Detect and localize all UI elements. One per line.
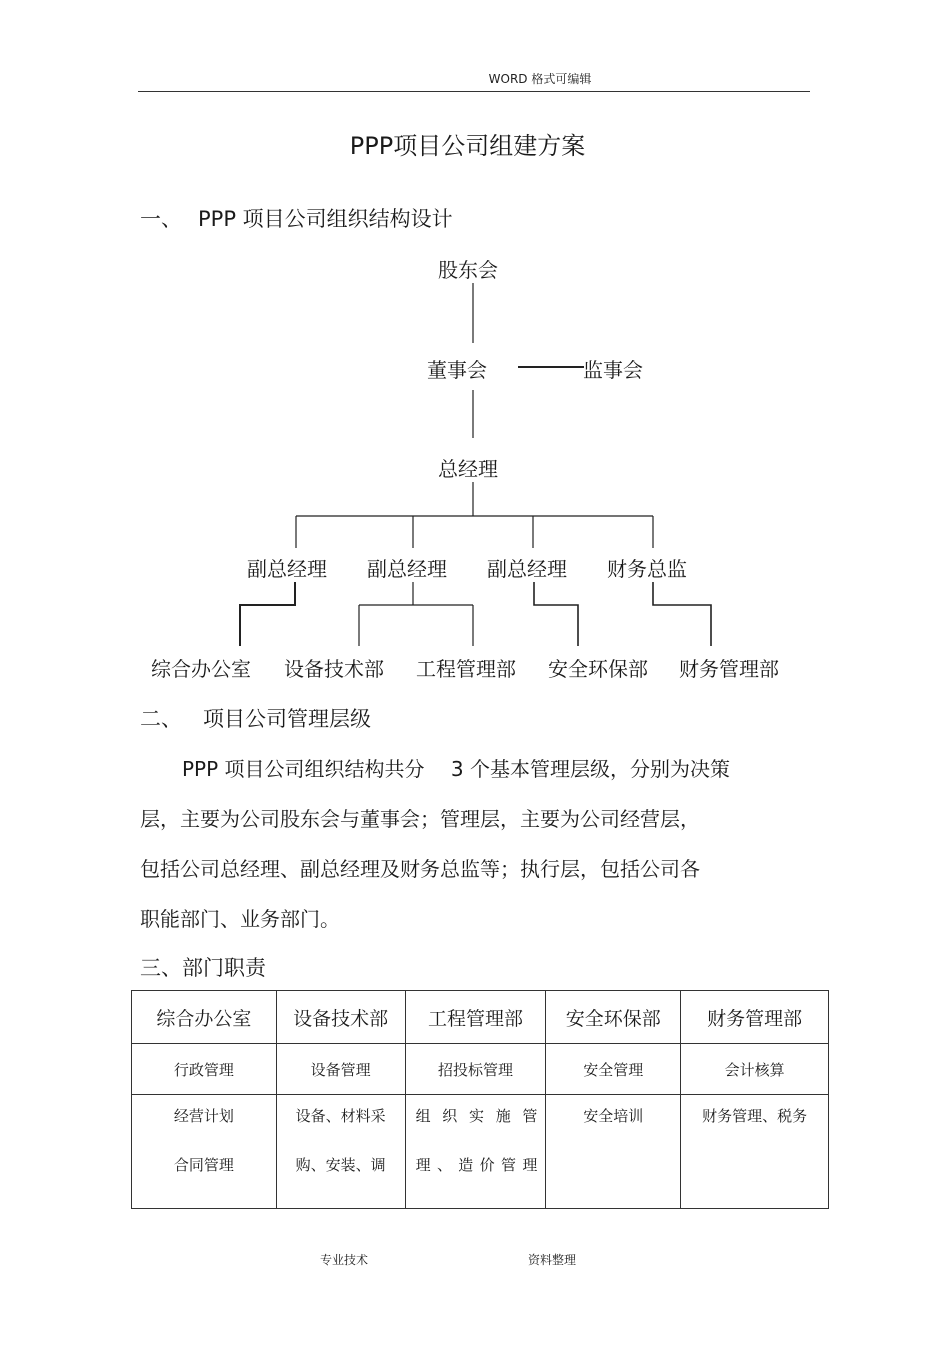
table-header-cell: 安全环保部 — [546, 991, 681, 1044]
document-title: PPP项目公司组建方案 — [349, 132, 586, 160]
page-header: WORD 格式可编辑 — [488, 72, 592, 86]
org-node-cfo: 财务总监 — [607, 557, 687, 581]
table-header-cell: 财务管理部 — [681, 991, 829, 1044]
org-node-dept: 工程管理部 — [416, 657, 516, 681]
org-node-dept: 综合办公室 — [151, 657, 251, 681]
section2-heading: 项目公司管理层级 — [203, 707, 371, 731]
department-duties-table — [131, 990, 829, 1209]
org-node-vp: 副总经理 — [247, 557, 327, 581]
cell-text-line: 设备、材料采 — [295, 1107, 386, 1125]
paragraph-line: 层，主要为公司股东会与董事会；管理层，主要为公司经营层， — [140, 807, 700, 831]
section3-heading: 三、部门职责 — [140, 956, 266, 980]
cell-text-line: 购、安装、调 — [295, 1156, 386, 1174]
cell-text-line: 组织实施管 — [415, 1107, 538, 1125]
paragraph-line: 职能部门、业务部门。 — [140, 907, 340, 931]
table-cell — [405, 1095, 546, 1209]
cell-text-line: 经营计划 — [173, 1107, 234, 1125]
connector-cfo-finance — [653, 582, 711, 646]
org-node-dept: 财务管理部 — [679, 657, 779, 681]
table-header-cell: 工程管理部 — [405, 991, 546, 1044]
table-row — [132, 1044, 829, 1095]
table-cell: 安全管理 — [546, 1044, 681, 1095]
table-cell — [681, 1095, 829, 1209]
footer-left: 专业技术 — [320, 1253, 369, 1267]
org-node-dept: 安全环保部 — [548, 657, 648, 681]
table-cell: 设备管理 — [276, 1044, 405, 1095]
section1-number: 一、 — [140, 207, 182, 231]
table-cell: 招投标管理 — [405, 1044, 546, 1095]
table-header-row — [132, 991, 829, 1044]
section2-number: 二、 — [140, 707, 182, 731]
cell-text-line: 合同管理 — [173, 1156, 234, 1174]
table-cell — [276, 1095, 405, 1209]
table-cell — [132, 1095, 277, 1209]
cell-text-line: 理、造价管理 — [415, 1156, 538, 1174]
table-cell — [546, 1095, 681, 1209]
connector-vp3-safety — [534, 582, 578, 646]
org-node-dept: 设备技术部 — [284, 657, 384, 681]
table-cell: 行政管理 — [132, 1044, 277, 1095]
org-node-vp: 副总经理 — [367, 557, 447, 581]
org-node-general-manager: 总经理 — [438, 457, 498, 481]
cell-text-line: 安全培训 — [583, 1107, 644, 1125]
org-node-shareholders: 股东会 — [438, 258, 498, 282]
connector-vp1-office — [240, 582, 295, 646]
org-node-supervisors: 监事会 — [583, 358, 643, 382]
paragraph-line: 包括公司总经理、副总经理及财务总监等；执行层，包括公司各 — [140, 857, 700, 881]
org-node-vp: 副总经理 — [487, 557, 567, 581]
cell-text-line: 财务管理、税务 — [702, 1107, 808, 1125]
table-header-cell: 综合办公室 — [132, 991, 277, 1044]
table-header-cell: 设备技术部 — [276, 991, 405, 1044]
table-row — [132, 1095, 829, 1209]
org-node-board: 董事会 — [427, 358, 487, 382]
section1-heading: PPP 项目公司组织结构设计 — [198, 207, 453, 231]
table-cell: 会计核算 — [681, 1044, 829, 1095]
paragraph-line: PPP 项目公司组织结构共分 3 个基本管理层级，分别为决策 — [182, 757, 730, 781]
footer-right: 资料整理 — [528, 1253, 577, 1267]
